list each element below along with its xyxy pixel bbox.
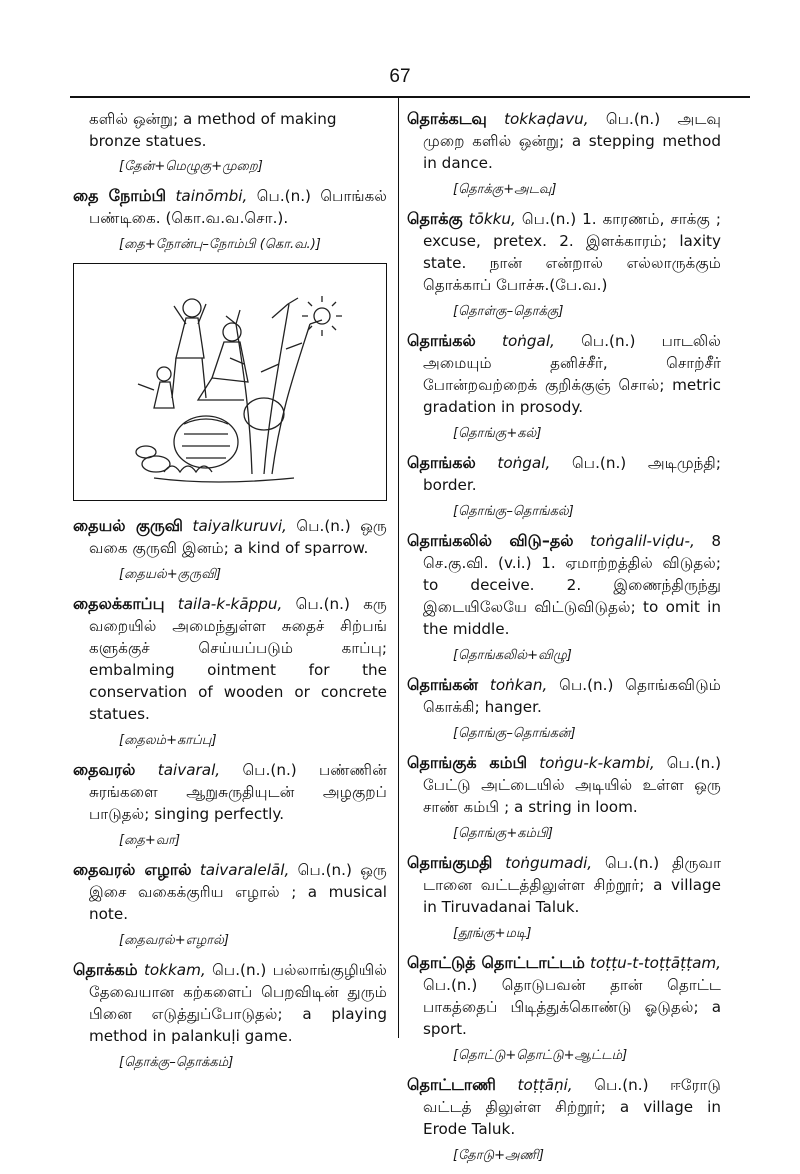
dictionary-entry — [407, 330, 721, 418]
entry-headword: தொங்கல் — [407, 331, 476, 350]
entry-definition: பெ.(n.) அடவு முறை களில் ஒன்று; a stepping method in dance. — [423, 110, 721, 172]
entry-etymology: [தையல்+குருவி] — [119, 567, 222, 582]
entry-headword: தொக்கம் — [73, 960, 138, 979]
entry-definition: பெ.(n.) 1. காரணம், சாக்கு ; excuse, pretex. 2. இளக்காரம்; laxity state. நான் என்றால் எல்லாருக்கும் தொக்காப் போச்சு.(பே.வ.) — [423, 210, 721, 294]
pongal-illustration — [73, 263, 387, 501]
dictionary-entry — [73, 185, 387, 229]
entry-transliteration: toṅgu-k-kambi, — [539, 754, 655, 772]
dictionary-entry — [407, 674, 721, 718]
entry-transliteration: tokkaḍavu, — [504, 110, 589, 128]
entry-etymology: [தொங்கு+கல்] — [453, 426, 542, 441]
entry-headword: தைவரல் எழால் — [73, 860, 192, 879]
entry-headword: தொங்குக் கம்பி — [407, 753, 528, 772]
entry-transliteration: toṭṭu-t-toṭṭāṭṭam, — [590, 954, 721, 972]
pongal-festival-drawing — [74, 264, 386, 500]
entry-headword: தொக்கடவு — [407, 109, 487, 128]
dictionary-entry — [407, 852, 721, 918]
header-rule — [70, 96, 750, 98]
entry-headword: தொட்டுத் தொட்டாட்டம் — [407, 953, 585, 972]
left-column — [73, 108, 387, 1081]
entry-headword: தைவரல் — [73, 760, 136, 779]
entry-definition: பெ.(n.) ஒரு இசை வகைக்குரிய எழால் ; a musical note. — [89, 861, 387, 923]
dictionary-entry — [407, 530, 721, 640]
entry-headword: தொக்கு — [407, 209, 463, 228]
entry-headword: தொங்குமதி — [407, 853, 493, 872]
dictionary-entry — [407, 1074, 721, 1140]
dictionary-entry — [407, 952, 721, 1040]
entry-definition: பெ.(n.) திருவா டானை வட்டத்திலுள்ள சிற்றூர்; a village in Tiruvadanai Taluk. — [423, 854, 722, 916]
entry-definition: பெ.(n.) பேட்டு அட்டையில் அடியில் உள்ள ஒரு சாண் கம்பி ; a string in loom. — [423, 754, 721, 816]
dictionary-entry — [73, 759, 387, 825]
dictionary-entry — [407, 752, 721, 818]
dictionary-entry — [407, 108, 721, 174]
right-column — [407, 108, 721, 1174]
entry-transliteration: tainōmbi, — [175, 187, 248, 205]
entry-transliteration: toṅgal, — [497, 454, 551, 472]
entry-transliteration: tōkku, — [468, 210, 516, 228]
entry-etymology: [தோடு+அணி] — [453, 1148, 544, 1163]
entry-transliteration: taila-k-kāppu, — [177, 595, 283, 613]
dictionary-entry — [407, 452, 721, 496]
dictionary-entry — [73, 593, 387, 725]
entry-transliteration: toṅgal, — [502, 332, 555, 350]
dictionary-entry — [73, 515, 387, 559]
entry-definition: பெ.(n.) தொங்கவிடும் கொக்கி; hanger. — [423, 676, 721, 716]
entry-definition: பெ.(n.) ஈரோடு வட்டத் திலுள்ள சிற்றூர்; a village in Erode Taluk. — [423, 1076, 721, 1138]
entry-headword: தொங்கலில் விடு–தல் — [407, 531, 574, 550]
entry-transliteration: toṅkan, — [489, 676, 548, 694]
entry-etymology: [தேன்+மெழுகு+முறை] — [119, 159, 263, 174]
entry-etymology: [தொக்கு+அடவு] — [453, 182, 557, 197]
entry-definition: 8 செ.கு.வி. (v.i.) 1. ஏமாற்றத்தில் விடுதல்; to deceive. 2. இணைந்திருந்து இடையிலேயே விட்டுவிடுதல்; to omit in the middle. — [423, 532, 722, 638]
entry-transliteration: toṭṭāṇi, — [517, 1076, 573, 1094]
entry-transliteration: toṅgumadi, — [505, 854, 593, 872]
column-divider — [398, 98, 399, 1038]
page-number: 67 — [389, 66, 411, 87]
entry-etymology: [தை+நோன்பு–நோம்பி (கொ.வ.)] — [119, 237, 321, 252]
entry-etymology: [தைவரல்+எழால்] — [119, 933, 229, 948]
entry-definition: பெ.(n.) ஒரு வகை குருவி இனம்; a kind of sparrow. — [89, 517, 387, 557]
dictionary-entry — [407, 208, 721, 296]
entry-headword: தொட்டாணி — [407, 1075, 496, 1094]
entry-headword: தையல் குருவி — [73, 516, 183, 535]
entry-definition: பெ.(n.) பொங்கல் பண்டிகை. (கொ.வ.வ.சொ.). — [89, 187, 387, 227]
entry-etymology: [தூங்கு+மடி] — [453, 926, 532, 941]
entry-transliteration: taivaralelāl, — [199, 861, 290, 879]
entry-transliteration: tokkam, — [143, 961, 206, 979]
entry-etymology: [தைலம்+காப்பு] — [119, 733, 217, 748]
entry-etymology: [தொங்கு+கம்பி] — [453, 826, 553, 841]
entry-headword: தொங்கன் — [407, 675, 478, 694]
entry-definition: பெ.(n.) பல்லாங்குழியில் தேவையான கற்களைப் பெறவிடின் துரும் பினை எடுத்துப்போடுதல்; a playing method in palankuḷi game. — [89, 961, 387, 1045]
entry-headword: தொங்கல் — [407, 453, 476, 472]
entry-definition: பெ.(n.) பண்ணின் சுரங்களை ஆறுசுருதியுடன் அழகுறப் பாடுதல்; singing perfectly. — [89, 761, 388, 823]
entry-transliteration: taivaral, — [157, 761, 221, 779]
entry-headword: தைலக்காப்பு — [73, 594, 165, 613]
entry-etymology: [தை+வா] — [119, 833, 181, 848]
entry-definition: பெ.(n.) அடிமுந்தி; border. — [423, 454, 721, 494]
entry-transliteration: taiyalkuruvi, — [192, 517, 287, 535]
entry-definition: பெ.(n.) கரு வறையில் அமைந்துள்ள சுதைச் சிற்பங் களுக்குச் செய்யப்படும் காப்பு; embalming ointment for the conservation of wooden or concrete statues. — [89, 595, 388, 723]
entry-definition: பெ.(n.) தொடுபவன் தான் தொட்ட பாகத்தைப் பிடித்துக்கொண்டு ஓடுதல்; a sport. — [423, 976, 721, 1038]
entry-etymology: [தொட்டு+தொட்டு+ஆட்டம்] — [453, 1048, 628, 1063]
entry-etymology: [தொங்கு–தொங்கல்] — [453, 504, 574, 519]
dictionary-entry — [73, 959, 387, 1047]
entry-definition: பெ.(n.) பாடலில் அமையும் தனிச்சீர், சொற்சீர் போன்றவற்றைக் குறிக்குஞ் சொல்; metric gradation in prosody. — [423, 332, 721, 416]
continued-entry: களில் ஒன்று; a method of making bronze statues. — [89, 110, 337, 150]
entry-etymology: [தொங்கு–தொங்கன்] — [453, 726, 576, 741]
entry-headword: தை நோம்பி — [73, 186, 167, 205]
entry-etymology: [தொக்கு–தொக்கம்] — [119, 1055, 234, 1070]
dictionary-entry — [73, 859, 387, 925]
entry-etymology: [தொங்கலில்+விழு] — [453, 648, 572, 663]
entry-transliteration: toṅgalil-viḍu-, — [590, 532, 695, 550]
entry-etymology: [தொள்கு–தொக்கு] — [453, 304, 564, 319]
